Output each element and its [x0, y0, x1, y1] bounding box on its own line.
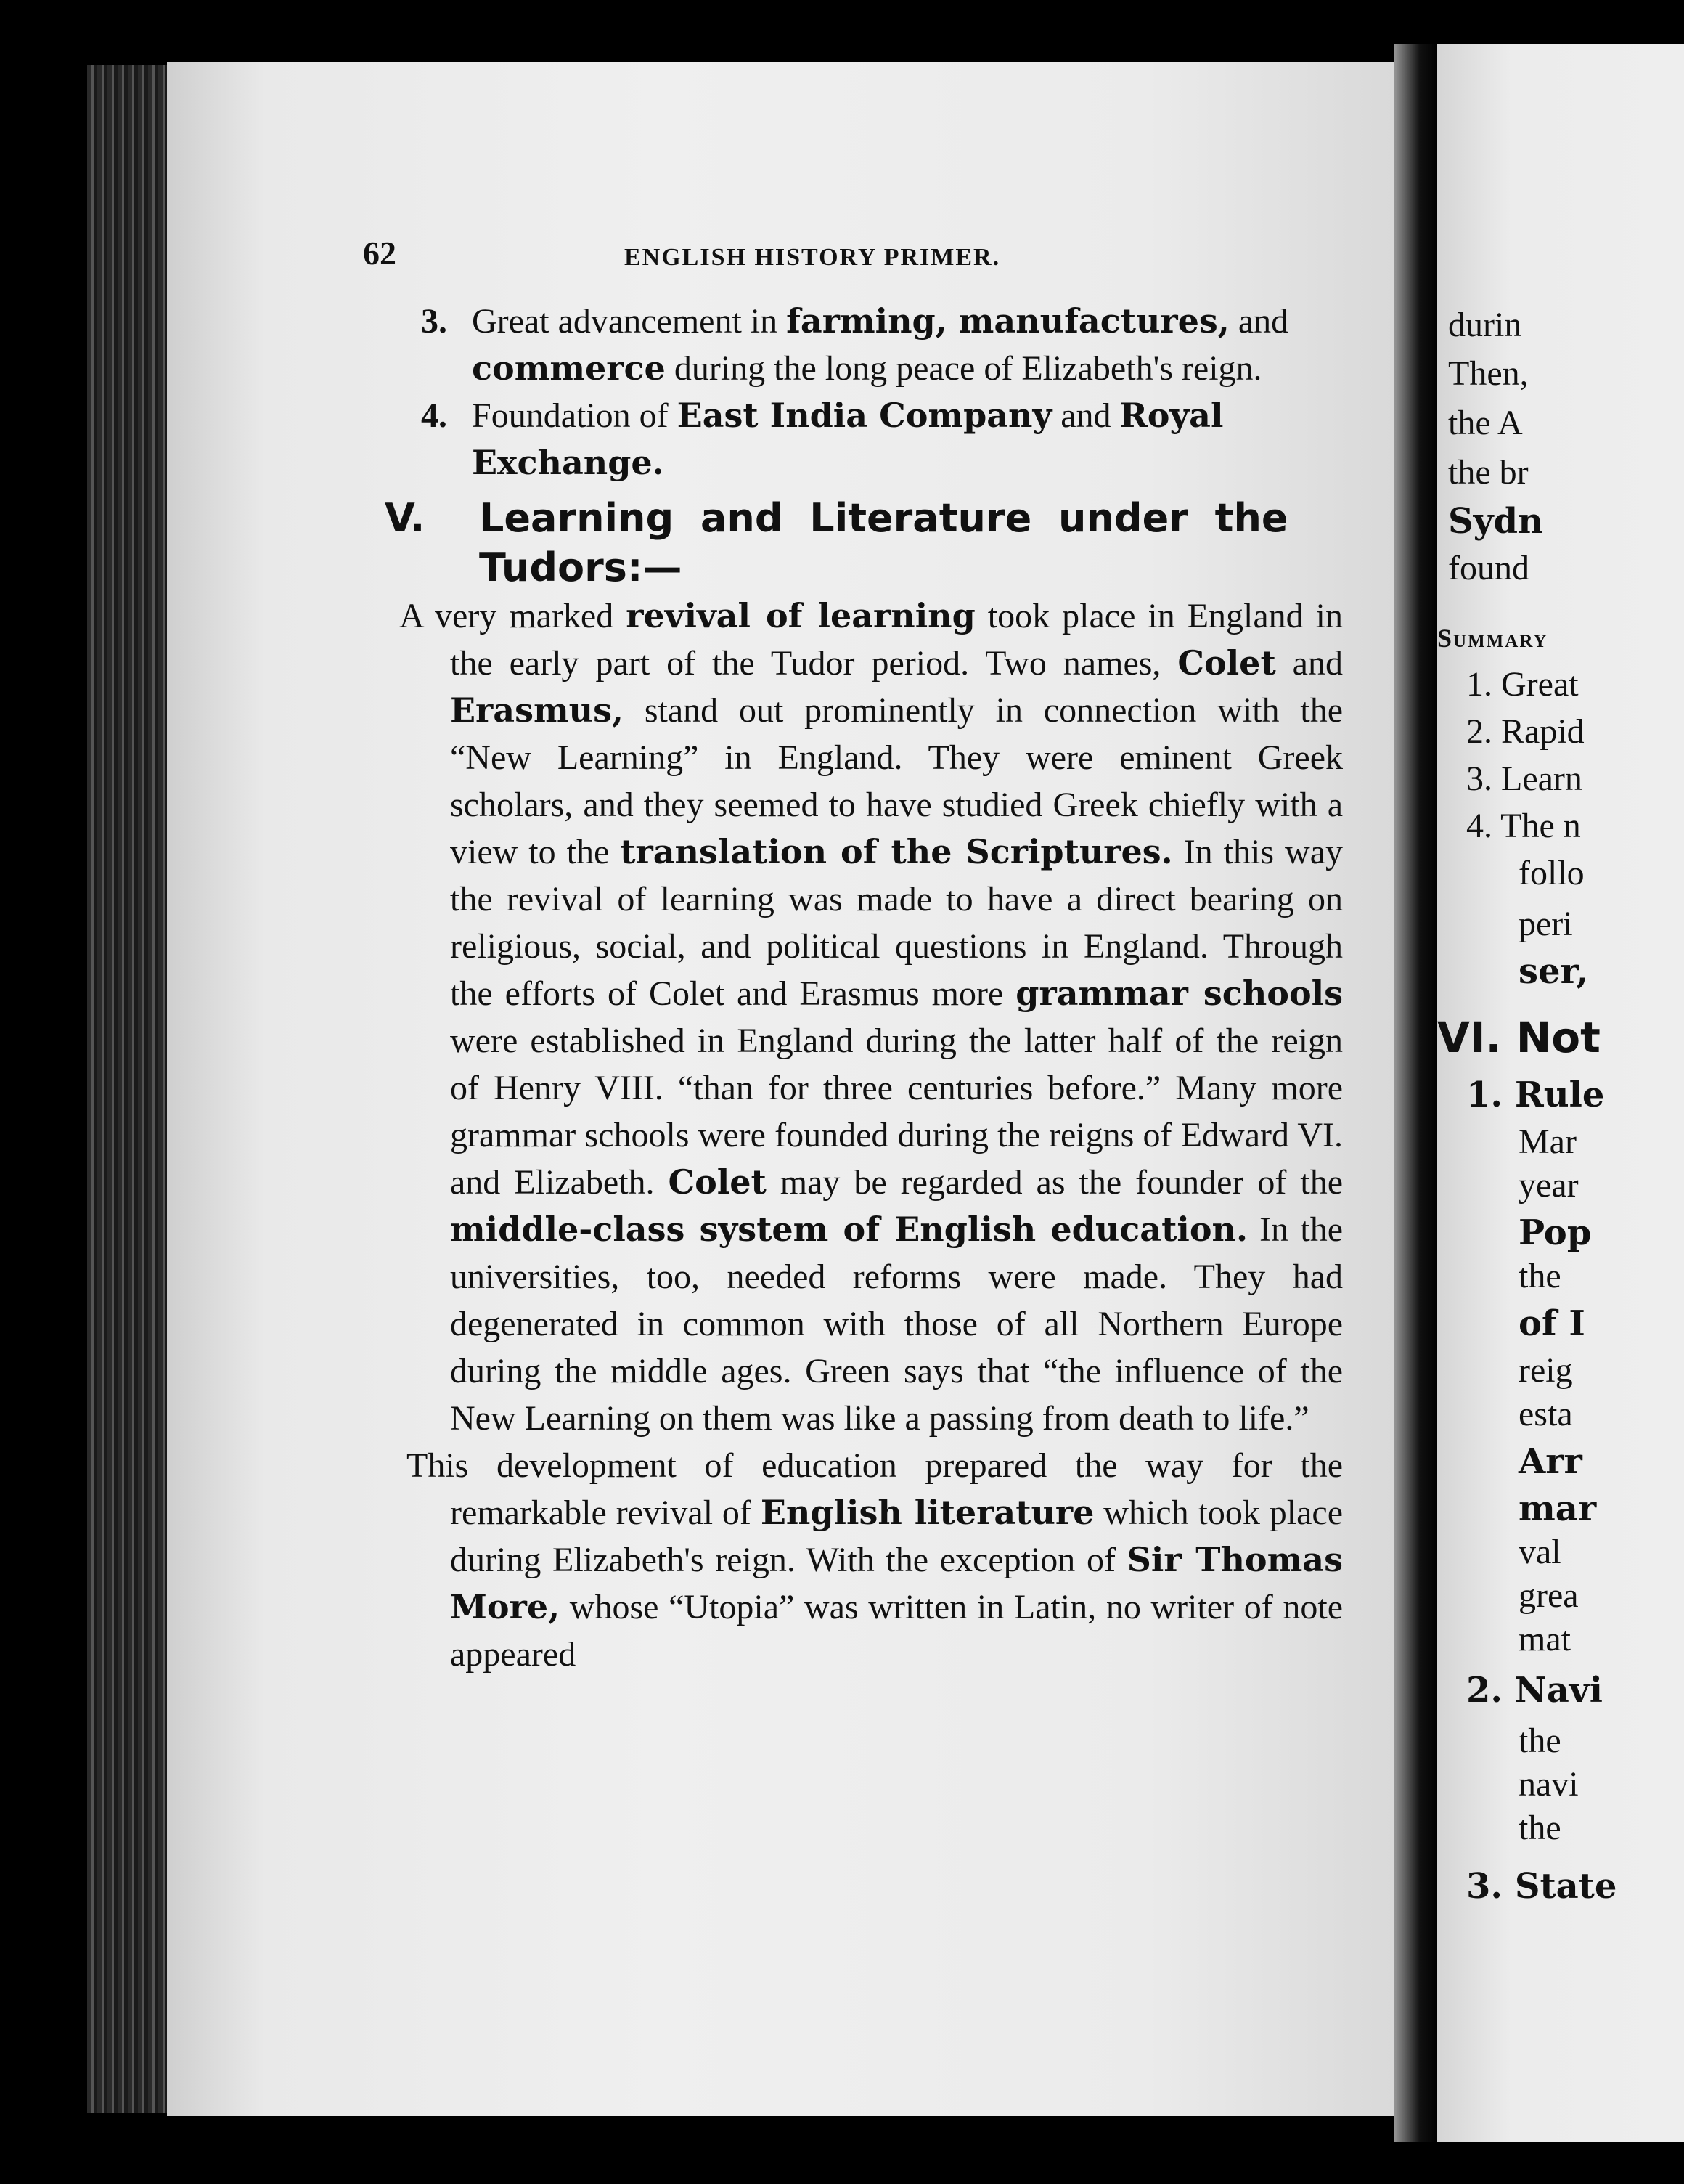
- bold-text-run: revival of learning: [626, 596, 976, 635]
- bold-text-run: Colet: [668, 1162, 767, 1202]
- right-page: [1437, 44, 1684, 2142]
- right-page-line: Then,: [1448, 354, 1529, 393]
- right-page-line: mat: [1519, 1620, 1571, 1658]
- bold-text-run: commerce: [472, 349, 666, 388]
- paragraph-english-literature: [385, 1442, 1343, 1678]
- right-page-line: of I: [1519, 1303, 1585, 1344]
- book-edge: [87, 65, 167, 2113]
- right-page-line: Mar: [1519, 1122, 1577, 1161]
- text-run: whose “Utopia” was written in Latin, no writer of note appeared: [450, 1588, 1343, 1674]
- right-page-line: reig: [1519, 1351, 1573, 1390]
- right-page-line: Summary: [1437, 624, 1548, 653]
- right-page-line: 1. Rule: [1466, 1075, 1605, 1115]
- section-heading: [385, 494, 1343, 592]
- right-page-line: navi: [1519, 1765, 1579, 1804]
- right-page-line: peri: [1519, 905, 1573, 943]
- right-page-line: the: [1519, 1721, 1561, 1760]
- list-item-number: 4.: [421, 396, 447, 435]
- right-page-line: 2. Navi: [1466, 1670, 1603, 1711]
- right-page-line: Pop: [1519, 1213, 1592, 1253]
- right-page-line: Sydn: [1448, 501, 1544, 542]
- list-item-3: [385, 298, 1343, 392]
- text-run: and: [1229, 302, 1289, 341]
- bold-text-run: middle-class system of English education.: [450, 1210, 1248, 1249]
- right-page-line: ser,: [1519, 951, 1589, 992]
- right-page-line: follo: [1519, 854, 1585, 892]
- bold-text-run: Colet: [1177, 643, 1276, 682]
- text-run: were established in England during the latter half of the reign of Henry VIII. “than for three centuries before.” Many more grammar schools were founded during the reigns of Edward VI. and Elizabeth.: [450, 1022, 1343, 1202]
- text-run: and: [1052, 396, 1120, 435]
- paragraph-text: [399, 597, 1343, 1438]
- right-page-line: the A: [1448, 404, 1523, 442]
- text-run: Foundation of: [472, 396, 677, 435]
- bold-text-run: Royal Exchange.: [472, 396, 1224, 482]
- text-run: may be regarded as the founder of the: [766, 1163, 1344, 1202]
- right-page-line: esta: [1519, 1395, 1573, 1433]
- right-page-line: Arr: [1519, 1441, 1582, 1482]
- right-page-line: durin: [1448, 306, 1522, 344]
- right-page-line: 3. State: [1466, 1866, 1617, 1907]
- paragraph-revival-of-learning: [385, 592, 1343, 1442]
- bold-text-run: Sir Thomas More,: [450, 1540, 1343, 1626]
- bold-text-run: farming, manufactures,: [786, 301, 1230, 341]
- list-item-number: 3.: [421, 302, 447, 341]
- bold-text-run: English literature: [760, 1493, 1095, 1532]
- left-page-body: [385, 298, 1343, 1678]
- text-run: which took place during Elizabeth's reign. With the exception of: [450, 1494, 1344, 1579]
- text-run: A very marked: [399, 597, 626, 635]
- right-page-line: year: [1519, 1166, 1579, 1205]
- text-run: during the long peace of Elizabeth's reign.: [665, 349, 1262, 388]
- text-run: Great advancement in: [472, 302, 787, 341]
- list-item-4: [385, 392, 1343, 486]
- text-run: took place in England in the early part of the Tudor period. Two names,: [450, 597, 1344, 682]
- right-page-line: VI. Not: [1437, 1013, 1601, 1062]
- right-page-line: the br: [1448, 453, 1529, 492]
- section-number: V.: [385, 495, 425, 541]
- right-page-line: the: [1519, 1809, 1561, 1847]
- right-page-line: 1. Great: [1466, 665, 1579, 704]
- text-run: In the universities, too, needed reforms were made. They had degenerated in common with those of all Northern Europe during the middle ages. Green says that “the influence of the New Learning on them was like a passing from death to life.”: [450, 1210, 1343, 1438]
- right-page-line: val: [1519, 1533, 1561, 1571]
- book-gutter: [1394, 44, 1437, 2142]
- list-item-text: [472, 396, 1223, 482]
- running-head-title: ENGLISH HISTORY PRIMER.: [624, 244, 1001, 271]
- text-run: and: [1275, 644, 1343, 682]
- text-run: This development of education prepared the way for the remarkable revival of: [406, 1446, 1343, 1532]
- page-number: 62: [363, 235, 396, 272]
- paragraph-text: [406, 1446, 1343, 1674]
- right-page-line: 4. The n: [1466, 807, 1581, 845]
- right-page-line: grea: [1519, 1576, 1579, 1615]
- right-page-line: 2. Rapid: [1466, 712, 1585, 751]
- bold-text-run: Erasmus,: [450, 690, 624, 730]
- bold-text-run: grammar schools: [1015, 974, 1343, 1013]
- right-page-line: mar: [1519, 1488, 1597, 1529]
- bold-text-run: East India Company: [677, 396, 1052, 435]
- list-item-text: [472, 302, 1288, 388]
- text-run: stand out prominently in connection with the “New Learning” in England. They were eminent Greek scholars, and they seemed to have studied Greek chiefly with a view to the: [450, 691, 1343, 871]
- bold-text-run: translation of the Scriptures.: [620, 832, 1173, 871]
- right-page-line: found: [1448, 549, 1529, 587]
- section-title: Learning and Literature under the Tudors:—: [479, 495, 1288, 590]
- right-page-line: the: [1519, 1257, 1561, 1295]
- text-run: In this way the revival of learning was made to have a direct bearing on religious, social, and political questions in England. Through the efforts of Colet and Erasmus more: [450, 833, 1343, 1013]
- right-page-line: 3. Learn: [1466, 759, 1582, 798]
